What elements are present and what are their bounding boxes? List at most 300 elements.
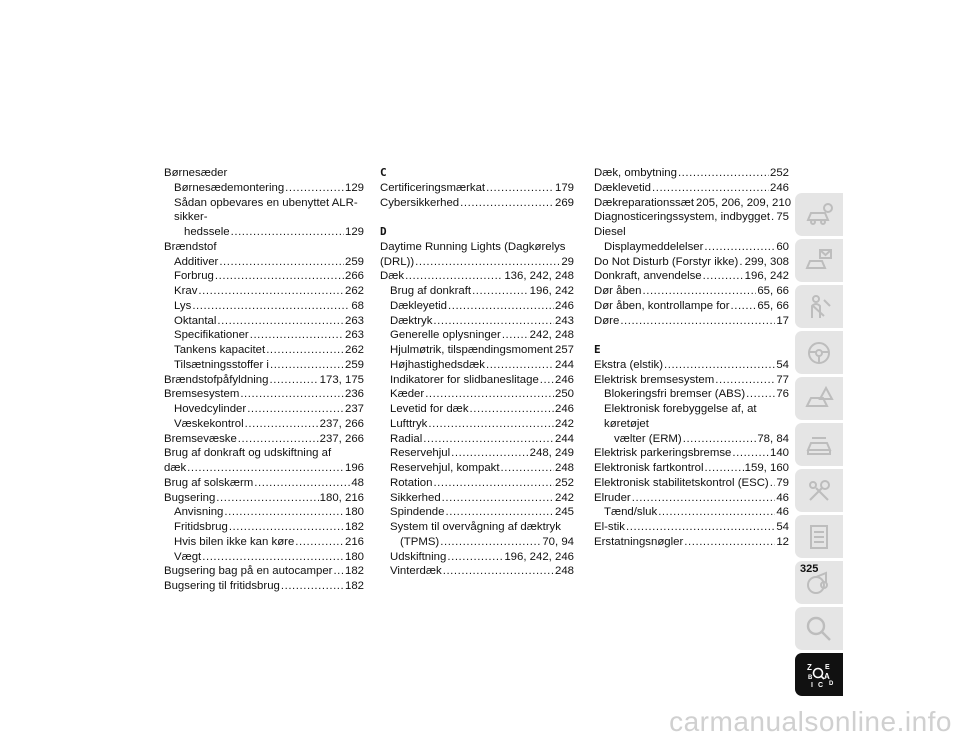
index-entry (594, 181, 789, 196)
index-entry-pages[interactable]: 243 (554, 314, 574, 327)
index-entry-pages[interactable]: 77 (776, 373, 789, 386)
dot-leader (448, 299, 554, 314)
index-column-2 (380, 166, 574, 579)
index-entry (594, 446, 789, 461)
index-entry-term: Diesel (594, 226, 626, 238)
index-letter-heading: D (380, 225, 387, 238)
index-entry (164, 461, 364, 476)
index-entry (380, 196, 574, 211)
alphabet-index-icon (804, 660, 834, 690)
index-entry-pages[interactable]: 248, 249 (529, 447, 574, 460)
index-entry (164, 240, 364, 255)
dot-leader (626, 520, 775, 535)
dot-leader (433, 314, 554, 329)
index-entry-pages[interactable]: 60 (776, 240, 789, 253)
index-entry-term: Vinterdæk (390, 565, 442, 578)
index-entry-pages[interactable]: 259 (344, 358, 364, 371)
index-entry-term: Fritidsbrug (174, 521, 228, 533)
index-entry-term: Udskiftning (390, 550, 447, 563)
dot-leader (245, 417, 319, 432)
tab-alphabet-index[interactable] (795, 653, 843, 696)
tab-seatbelt-safety[interactable] (795, 285, 843, 328)
index-entry-term: Radial (390, 432, 423, 445)
index-entry (594, 255, 789, 270)
wrench-tools-icon (804, 476, 834, 506)
index-entry-term: Daytime Running Lights (Dagkørelys (380, 240, 566, 253)
index-entry-pages[interactable]: 269 (554, 196, 574, 209)
index-entry-term: Cybersikkerhed (380, 196, 460, 209)
index-entry-pages[interactable]: 12 (776, 535, 789, 548)
index-entry-pages[interactable]: 54 (776, 521, 789, 533)
index-entry-pages[interactable]: 237, 266 (319, 417, 364, 430)
dot-leader (442, 491, 554, 506)
index-entry (164, 550, 364, 565)
dot-leader (433, 476, 554, 491)
index-entry-term: Elruder (594, 491, 631, 504)
index-entry (380, 520, 574, 535)
index-letter-heading: E (594, 343, 601, 356)
index-entry (380, 446, 574, 461)
index-entry (380, 328, 574, 343)
tab-specifications-list[interactable] (795, 515, 843, 558)
index-entry-pages[interactable]: 246 (769, 181, 789, 194)
index-entry (380, 314, 574, 329)
index-entry-pages[interactable]: 65, 66 (757, 299, 789, 312)
index-entry-pages[interactable]: 196, 242, 246 (504, 550, 574, 563)
index-entry (380, 461, 574, 476)
index-entry-pages[interactable]: 246 (554, 373, 574, 386)
dot-leader (746, 387, 775, 402)
section-gap (380, 210, 574, 225)
steering-wheel-icon (804, 338, 834, 368)
index-entry (594, 387, 789, 402)
index-entry-pages[interactable]: 244 (554, 358, 574, 371)
index-entry-pages[interactable]: 266 (344, 270, 364, 283)
index-entry-pages[interactable]: 250 (554, 388, 574, 401)
index-entry (164, 328, 364, 343)
index-entry-term: Elektronisk forebyggelse af, at køretøjet (604, 403, 757, 430)
tab-car-service[interactable] (795, 423, 843, 466)
index-entry-term: Forbrug (174, 270, 214, 283)
index-entry-term: Tilsætningsstoffer i (174, 358, 269, 371)
index-entry-term: Væskekontrol (174, 417, 244, 430)
dot-leader (472, 284, 529, 299)
index-entry-term: Tænd/sluk (604, 506, 658, 519)
index-entry-term: Lys (174, 299, 192, 312)
dot-leader (224, 505, 344, 520)
index-column-3 (594, 166, 792, 550)
index-entry-pages[interactable]: 245 (554, 506, 574, 519)
index-entry-term: Additiver (174, 255, 219, 268)
index-entry-term: Indikatorer for slidbaneslitage (390, 373, 539, 386)
tab-car-info[interactable] (795, 193, 843, 236)
index-entry-term: Kæder (390, 388, 425, 401)
svg-text:D: D (829, 680, 834, 687)
index-entry-pages[interactable]: 46 (776, 506, 789, 519)
index-entry-pages[interactable]: 252 (769, 167, 789, 179)
dot-leader (440, 535, 541, 550)
index-entry (380, 402, 574, 417)
index-entry (380, 373, 574, 388)
index-entry (380, 564, 574, 579)
index-entry-pages[interactable]: 70, 94 (542, 535, 574, 548)
index-entry (380, 255, 574, 270)
dot-leader (540, 373, 554, 388)
tab-car-emergency[interactable] (795, 377, 843, 420)
index-entry (380, 550, 574, 565)
dot-leader (739, 255, 743, 270)
dot-leader (771, 210, 775, 225)
index-entry-pages[interactable]: 129 (344, 181, 364, 194)
dot-leader (443, 564, 554, 579)
index-entry-term: Dæklevetid (594, 181, 651, 194)
index-entry-pages[interactable]: 196 (344, 462, 364, 474)
index-entry (164, 535, 364, 550)
dot-leader (425, 387, 554, 402)
index-entry-pages[interactable]: 129 (344, 226, 364, 238)
dot-leader (247, 402, 344, 417)
index-entry-pages[interactable]: 242 (554, 491, 574, 504)
index-entry (594, 520, 789, 535)
index-entry-pages[interactable]: 182 (344, 521, 364, 533)
index-entry-term: Brug af donkraft (390, 285, 472, 297)
dot-leader (405, 269, 503, 284)
index-entry (594, 461, 789, 476)
index-entry-pages[interactable]: 182 (344, 565, 364, 578)
dot-leader (486, 181, 554, 196)
index-entry-pages[interactable]: 252 (554, 476, 574, 489)
dot-leader (470, 402, 554, 417)
index-entry-term: Blokeringsfri bremser (ABS) (604, 388, 746, 401)
index-entry-pages[interactable]: 48 (351, 476, 364, 489)
index-entry-pages[interactable]: 262 (344, 344, 364, 356)
index-entry-term: Bugsering (164, 491, 216, 504)
index-entry (164, 446, 364, 461)
dot-leader (423, 432, 554, 447)
car-message-icon (804, 246, 834, 276)
index-entry (594, 402, 789, 432)
index-entry (164, 373, 364, 388)
index-entry (594, 358, 789, 373)
index-entry-pages[interactable]: 79 (776, 476, 789, 489)
tab-car-message[interactable] (795, 239, 843, 282)
index-entry-pages[interactable]: 257 (554, 344, 574, 356)
index-entry-term: vælter (ERM) (614, 432, 682, 445)
index-entry-pages[interactable]: 246 (554, 403, 574, 415)
index-entry-pages[interactable]: 76 (776, 388, 789, 401)
index-entry (164, 181, 364, 196)
index-entry (164, 417, 364, 432)
dot-leader (217, 314, 344, 329)
index-entry (594, 225, 789, 240)
index-entry (594, 210, 789, 225)
dot-leader (730, 299, 756, 314)
index-entry-term: Tankens kapacitet (174, 344, 266, 356)
dot-leader (285, 181, 344, 196)
index-entry-term: Oktantal (174, 314, 217, 327)
dot-leader (415, 255, 560, 270)
index-entry (594, 240, 789, 255)
index-entry-pages[interactable]: 17 (776, 314, 789, 327)
index-entry-pages[interactable]: 205, 206, 209, 210 (696, 196, 792, 209)
index-entry (164, 255, 364, 270)
index-entry (594, 373, 789, 388)
index-entry-term: Elektrisk parkeringsbremse (594, 447, 732, 460)
index-entry (164, 225, 364, 240)
dot-leader (229, 520, 344, 535)
index-entry-pages[interactable]: 248 (554, 565, 574, 578)
index-entry (380, 284, 574, 299)
car-info-icon (804, 200, 834, 230)
dot-leader (683, 432, 757, 447)
index-entry (380, 491, 574, 506)
index-entry-pages[interactable]: 237 (344, 403, 364, 415)
dot-leader (192, 299, 350, 314)
index-entry (380, 535, 574, 550)
index-entry-term: Døre (594, 314, 620, 327)
tab-wrench-tools[interactable] (795, 469, 843, 512)
index-entry (164, 358, 364, 373)
index-entry (594, 196, 792, 211)
index-entry-term: Hvis bilen ikke kan køre (174, 535, 295, 548)
index-entry (164, 564, 364, 579)
svg-text:Z: Z (807, 662, 812, 672)
index-entry-term: Brændstof (164, 240, 217, 253)
index-entry-pages[interactable]: 246 (554, 299, 574, 312)
dot-leader (240, 387, 344, 402)
seatbelt-safety-icon (804, 292, 834, 322)
index-entry-term: Krav (174, 285, 198, 297)
index-entry-pages[interactable]: 299, 308 (744, 255, 789, 268)
index-entry (594, 476, 789, 491)
index-entry (164, 196, 364, 226)
index-entry-term: Certificeringsmærkat (380, 181, 486, 194)
index-entry (164, 299, 364, 314)
index-entry-term: dæk (164, 462, 187, 474)
svg-text:C: C (818, 681, 824, 689)
svg-text:E: E (825, 663, 830, 671)
index-entry-term: Erstatningsnøgler (594, 535, 684, 548)
index-entry (380, 343, 574, 358)
index-entry-term: Bugsering til fritidsbrug (164, 580, 280, 592)
index-entry (164, 387, 364, 402)
index-entry-pages[interactable]: 68 (351, 299, 364, 312)
index-entry-term: Dør åben, kontrollampe for (594, 299, 730, 312)
index-entry-pages[interactable]: 136, 242, 248 (504, 270, 574, 283)
index-entry-term: Ekstra (elstik) (594, 358, 663, 371)
dot-leader (664, 358, 775, 373)
index-entry-term: Diagnosticeringssystem, indbygget (594, 211, 771, 224)
dot-leader (652, 181, 769, 196)
index-entry-pages[interactable]: 196, 242 (529, 285, 574, 297)
index-entry (380, 505, 574, 520)
index-entry (380, 240, 574, 255)
dot-leader (715, 373, 775, 388)
index-entry-term: Levetid for dæk (390, 403, 469, 415)
index-entry-term: Elektronisk fartkontrol (594, 462, 704, 474)
index-entry (164, 491, 364, 506)
index-entry-pages[interactable]: 182 (344, 580, 364, 592)
index-entry (164, 505, 364, 520)
car-service-icon (804, 430, 834, 460)
index-entry (164, 432, 364, 447)
dot-leader (502, 328, 529, 343)
dot-leader (770, 476, 776, 491)
index-entry-pages[interactable]: 179 (554, 181, 574, 194)
index-entry-term: Børnesædemontering (174, 181, 285, 194)
dot-leader (501, 461, 554, 476)
car-emergency-icon (804, 384, 834, 414)
index-entry-term: Specifikationer (174, 329, 249, 342)
index-entry-pages[interactable]: 180, 216 (319, 491, 364, 504)
magnifier-icon (804, 614, 834, 644)
index-entry (164, 402, 364, 417)
tab-steering-wheel[interactable] (795, 331, 843, 374)
index-entry-pages[interactable]: 180 (344, 506, 364, 519)
index-entry-term: System til overvågning af dæktryk (390, 521, 561, 533)
index-entry-term: Dækleyetid (390, 299, 447, 312)
watermark: carmanualsonline.info (669, 706, 952, 737)
index-entry (380, 387, 574, 402)
index-entry-term: (TPMS) (400, 535, 440, 548)
index-entry-pages[interactable]: 159, 160 (744, 462, 789, 474)
index-entry-term: Hjulmøtrik, tilspændingsmoment (390, 344, 553, 356)
index-entry-pages[interactable]: 29 (561, 255, 574, 268)
index-entry-pages[interactable]: 263 (344, 329, 364, 342)
index-entry-term: Brændstofpåfyldning (164, 373, 269, 386)
index-entry-pages[interactable]: 242, 248 (529, 329, 574, 342)
index-entry-pages[interactable]: 216 (344, 535, 364, 548)
index-entry (594, 284, 789, 299)
index-entry (380, 299, 574, 314)
index-entry-term: Brug af donkraft og udskiftning af (164, 447, 332, 460)
index-entry (164, 343, 364, 358)
index-entry-term: Højhastighedsdæk (390, 358, 485, 371)
index-entry (594, 535, 789, 550)
dot-leader (250, 328, 344, 343)
index-entry (380, 358, 574, 373)
index-entry (164, 166, 364, 181)
dot-leader (460, 196, 554, 211)
index-entry-pages[interactable]: 262 (344, 285, 364, 297)
index-entry-term: (DRL)) (380, 255, 415, 268)
page-number: 325 (800, 563, 819, 575)
index-entry-term: Elektronisk stabilitetskontrol (ESC) (594, 476, 769, 489)
dot-leader (732, 446, 769, 461)
index-entry (380, 432, 574, 447)
dot-leader (333, 564, 344, 579)
index-entry-term: Elektrisk bremsesystem (594, 373, 715, 386)
dot-leader (231, 225, 344, 240)
index-entry-pages[interactable]: 196, 242 (744, 270, 789, 283)
index-entry-pages[interactable]: 173, 175 (319, 373, 364, 386)
index-entry-pages[interactable]: 75 (776, 211, 789, 224)
index-entry-pages[interactable]: 46 (776, 491, 789, 504)
index-entry (594, 505, 789, 520)
index-column-1 (164, 166, 364, 594)
index-entry-pages[interactable]: 242 (554, 417, 574, 430)
index-entry (594, 491, 789, 506)
tab-magnifier[interactable] (795, 607, 843, 650)
svg-text:B: B (808, 674, 813, 681)
index-entry-term: Dæk, ombytning (594, 167, 677, 179)
section-gap (594, 328, 789, 343)
index-entry (594, 299, 789, 314)
dot-leader (428, 417, 554, 432)
dot-leader (445, 505, 554, 520)
index-entry-term: Børnesæder (164, 167, 228, 179)
dot-leader (703, 269, 744, 284)
index-entry-term: Dækreparationssæt (594, 196, 695, 209)
index-entry (164, 284, 364, 299)
dot-leader (620, 314, 775, 329)
svg-text:I: I (811, 681, 813, 689)
index-entry-pages[interactable]: 259 (344, 255, 364, 268)
dot-leader (238, 432, 319, 447)
index-entry (594, 269, 789, 284)
dot-leader (216, 491, 318, 506)
index-entry-term: Anvisning (174, 506, 224, 519)
index-entry (380, 181, 574, 196)
dot-leader (658, 505, 775, 520)
index-entry-term: Donkraft, anvendelse (594, 270, 702, 283)
index-entry-term: Sådan opbevares en ubenyttet ALR-sikker- (174, 196, 358, 224)
index-entry (164, 579, 364, 594)
index-entry-pages[interactable]: 78, 84 (757, 432, 789, 445)
dot-leader (202, 550, 344, 565)
index-entry-term: Brug af solskærm (164, 476, 254, 489)
chapter-tab-sidebar (795, 193, 843, 699)
index-entry-pages[interactable]: 236 (344, 388, 364, 401)
index-entry-pages[interactable]: 244 (554, 432, 574, 445)
index-entry-term: Bugsering bag på en autocamper (164, 565, 333, 578)
dot-leader (281, 579, 344, 594)
index-entry-term: Do Not Disturb (Forstyr ikke) (594, 255, 739, 268)
index-entry-term: hedssele (184, 226, 230, 238)
index-entry (164, 520, 364, 535)
index-entry-term: Reservehjul (390, 447, 451, 460)
dot-leader (215, 269, 344, 284)
index-entry-pages[interactable]: 140 (769, 447, 789, 460)
index-entry-pages[interactable]: 180 (344, 550, 364, 563)
dot-leader (705, 461, 744, 476)
index-entry-pages[interactable]: 54 (776, 358, 789, 371)
dot-leader (270, 358, 344, 373)
dot-leader (266, 343, 344, 358)
dot-leader (642, 284, 756, 299)
index-entry-pages[interactable]: 65, 66 (757, 285, 789, 297)
dot-leader (447, 550, 503, 565)
index-entry (380, 417, 574, 432)
index-entry-term: Dæktryk (390, 314, 433, 327)
dot-leader (198, 284, 344, 299)
index-entry-pages[interactable]: 248 (554, 462, 574, 474)
index-entry (594, 314, 789, 329)
dot-leader (632, 491, 776, 506)
index-entry-term: Generelle oplysninger (390, 329, 501, 342)
index-entry-pages[interactable]: 237, 266 (319, 432, 364, 445)
index-entry (164, 314, 364, 329)
index-entry (594, 166, 789, 181)
index-entry-pages[interactable]: 263 (344, 314, 364, 327)
dot-leader (295, 535, 344, 550)
index-entry-term: Vægt (174, 550, 202, 563)
index-entry-term: Spindende (390, 506, 445, 519)
index-entry (164, 476, 364, 491)
index-entry-term: Lufttryk (390, 417, 428, 430)
index-entry-term: Sikkerhed (390, 491, 441, 504)
specifications-list-icon (804, 522, 834, 552)
